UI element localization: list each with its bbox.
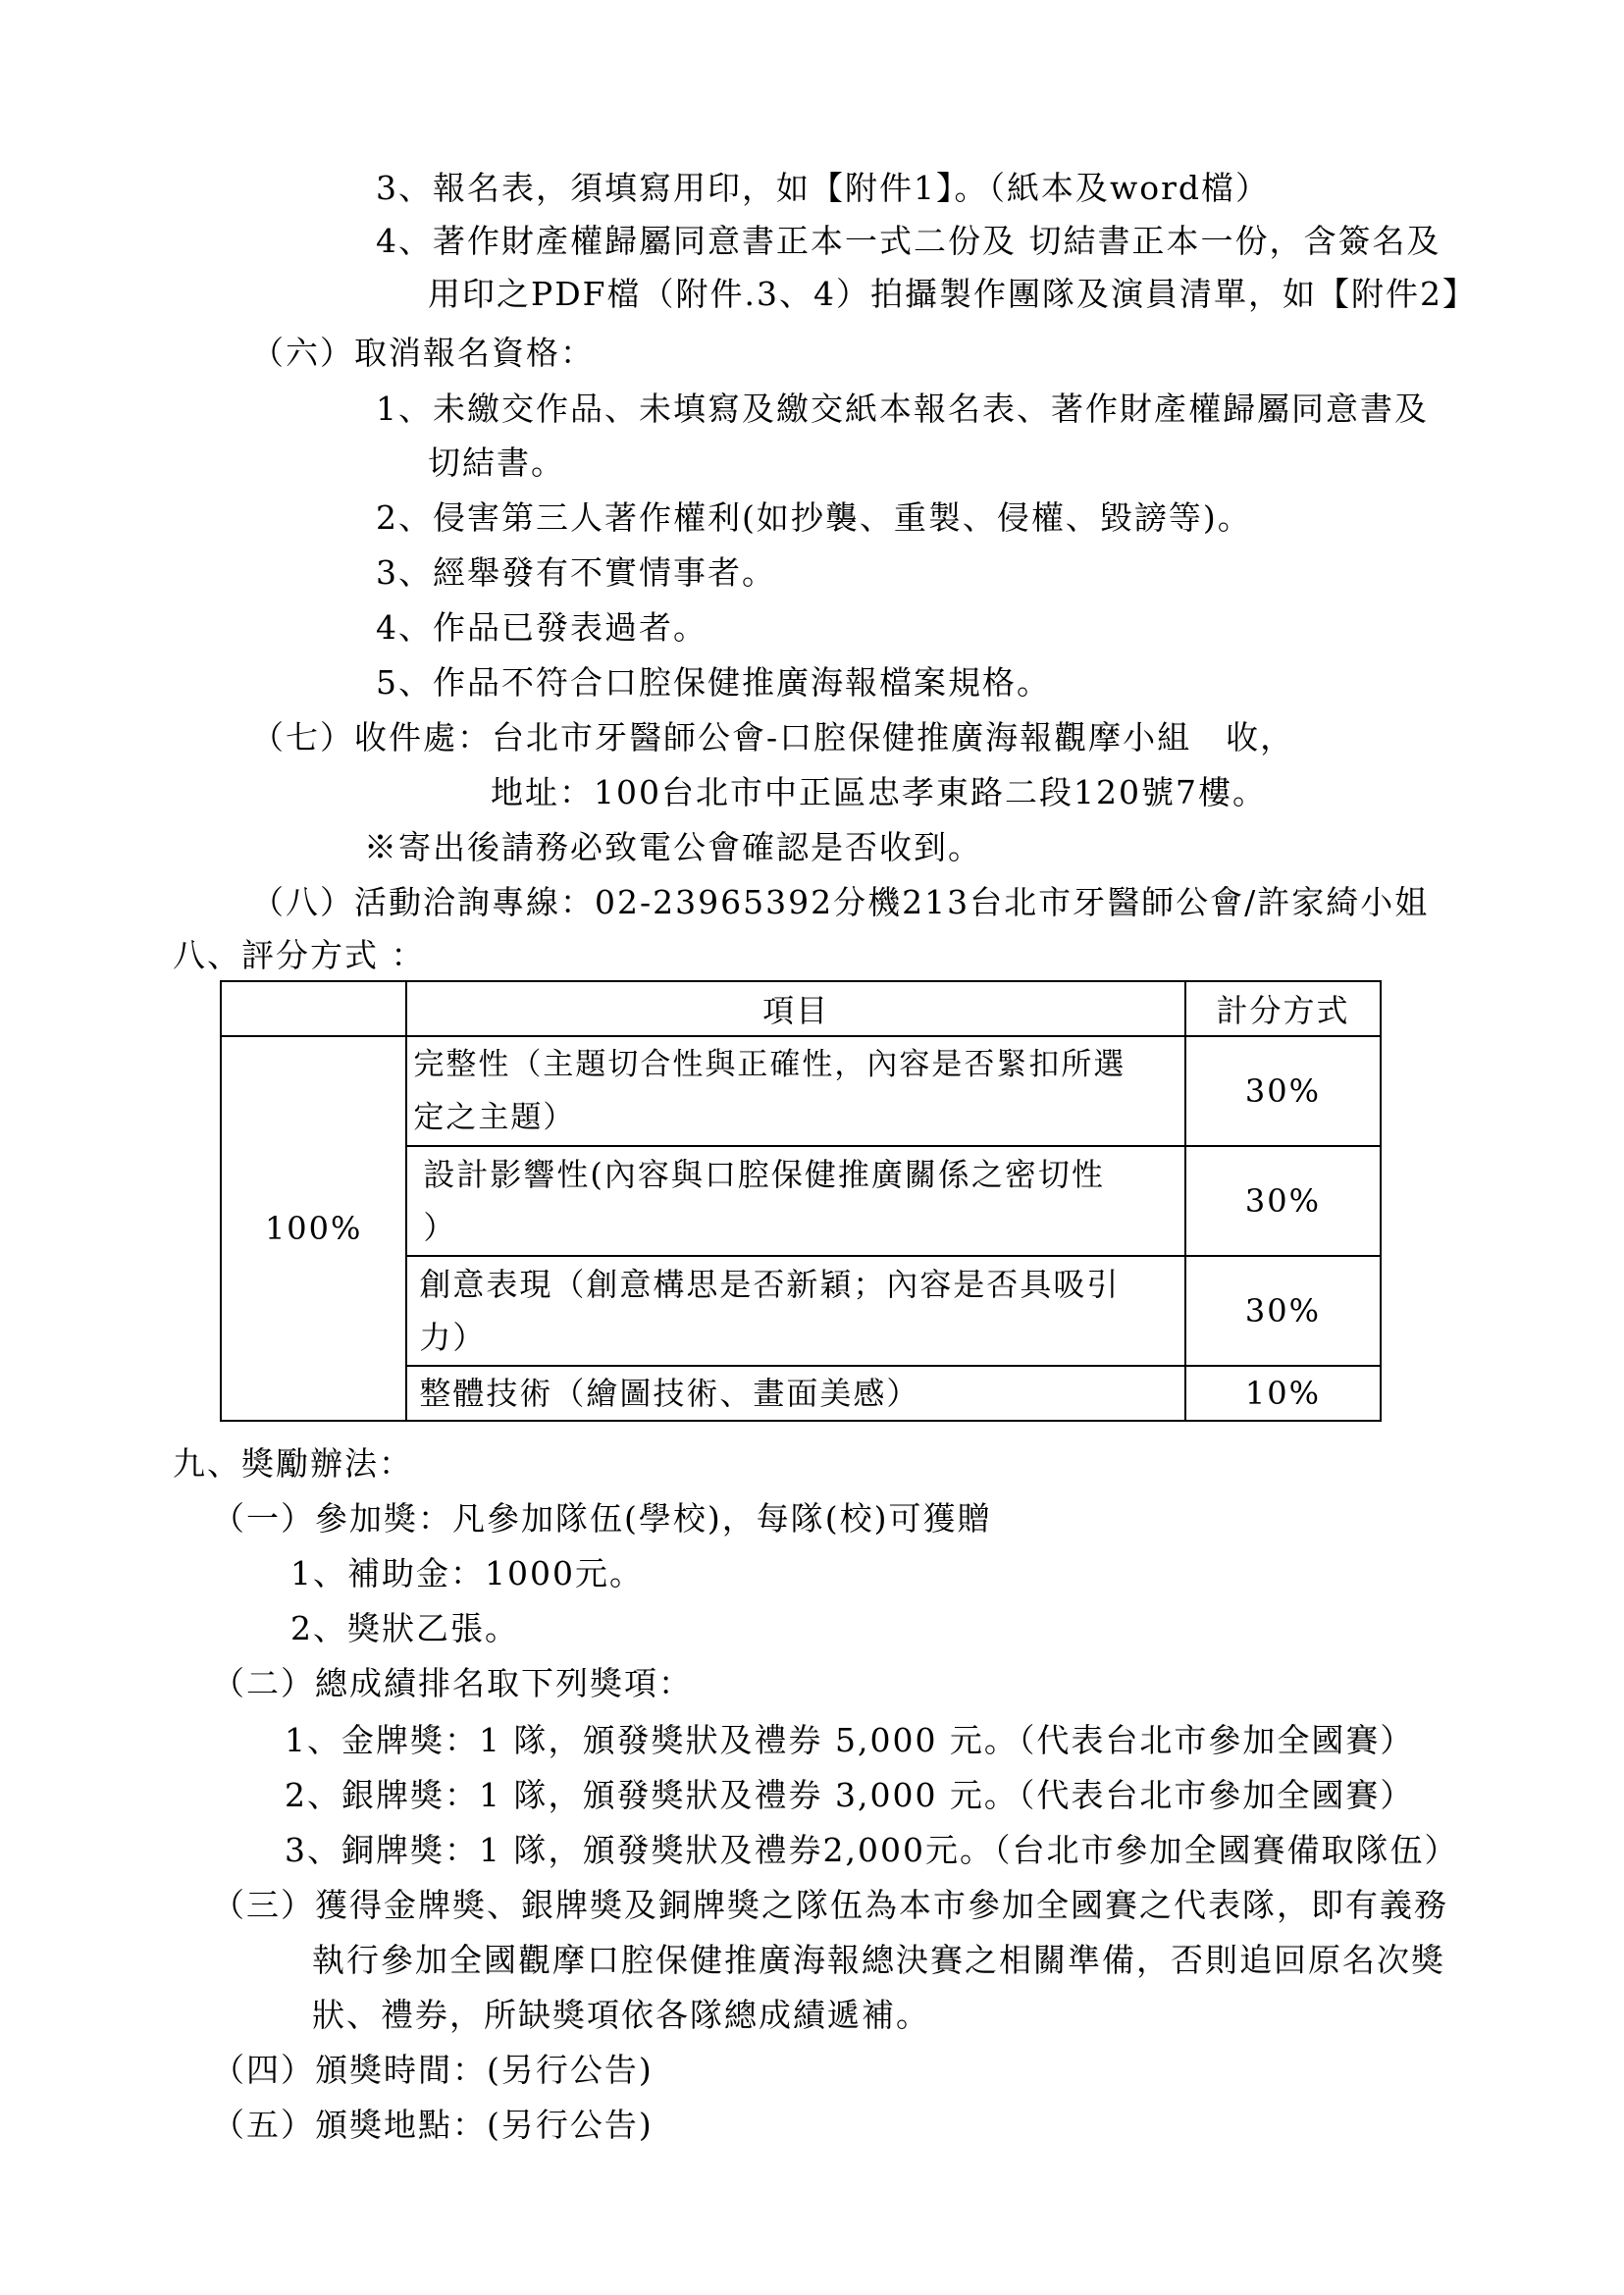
criterion-line: 力） [419,1319,487,1356]
criterion-line: 設計影響性(內容與口腔保健推廣關係之密切性 [423,1156,1105,1193]
section-6-heading: （六）取消報名資格： [251,334,595,372]
section-6-item-1-cont: 切結書。 [428,443,565,482]
criterion-score: 10% [1185,1366,1381,1421]
registration-item-3: 3、報名表，須填寫用印，如【附件1】。（紙本及word檔） [376,169,1271,207]
awards-part1-heading: （一）參加獎：凡參加隊伍(學校)，每隊(校)可獲贈 [212,1499,992,1538]
section-6-item-3: 3、經舉發有不實情事者。 [376,553,776,592]
section-6-item-5: 5、作品不符合口腔保健推廣海報檔案規格。 [376,663,1051,702]
awards-part2-silver: 2、銀牌獎：1 隊，頒發獎狀及禮券 3,000 元。（代表台北市參加全國賽） [285,1776,1415,1814]
criterion-cell [406,1366,1185,1421]
registration-item-4-cont: 用印之PDF檔（附件.3、4）拍攝製作團隊及演員清單，如【附件2】 [428,275,1478,313]
scoring-heading: 八、評分方式 ： [173,936,426,974]
criterion-line: 創意表現（創意構思是否新穎；內容是否具吸引 [419,1266,1121,1303]
criterion-score: 30% [1185,1256,1381,1366]
criterion-line: ） [423,1209,457,1246]
section-7-line1: （七）收件處：台北市牙醫師公會-口腔保健推廣海報觀摩小組 收， [251,718,1295,756]
awards-part3-line1: （三）獲得金牌獎、銀牌獎及銅牌獎之隊伍為本市參加全國賽之代表隊，即有義務 [212,1886,1448,1924]
header-blank-cell [221,981,406,1036]
section-6-item-2: 2、侵害第三人著作權利(如抄襲、重製、侵權、毀謗等)。 [376,498,1252,537]
awards-heading: 九、獎勵辦法： [173,1444,413,1483]
header-item-cell: 項目 [406,981,1185,1036]
header-method-cell: 計分方式 [1185,981,1381,1036]
awards-part5-place: （五）頒獎地點：(另行公告) [212,2106,654,2144]
section-7-address: 地址：100台北市中正區忠孝東路二段120號7樓。 [491,773,1267,811]
awards-part2-bronze: 3、銅牌獎：1 隊，頒發獎狀及禮券2,000元。（台北市參加全國賽備取隊伍） [285,1831,1459,1869]
awards-part4-time: （四）頒獎時間：(另行公告) [212,2051,654,2089]
section-8-hotline: （八）活動洽詢專線：02-23965392分機213台北市牙醫師公會/許家綺小姐 [251,883,1430,921]
awards-part3-line2: 執行參加全國觀摩口腔保健推廣海報總決賽之相關準備，否則追回原名次獎 [312,1941,1445,1979]
criterion-line: 整體技術（繪圖技術、畫面美感） [419,1375,920,1412]
awards-part3-line3: 狀、禮券，所缺獎項依各隊總成績遞補。 [312,1996,930,2034]
criterion-cell [406,1036,1185,1146]
total-percent-cell: 100% [221,1036,406,1421]
section-6-item-1: 1、未繳交作品、未填寫及繳交紙本報名表、著作財產權歸屬同意書及 [376,390,1429,428]
criterion-cell [406,1256,1185,1366]
criterion-score: 30% [1185,1036,1381,1146]
scoring-header-row [221,981,1381,1036]
registration-item-4: 4、著作財產權歸屬同意書正本一式二份及 切結書正本一份，含簽名及 [376,222,1441,260]
section-6-item-4: 4、作品已發表過者。 [376,608,707,647]
awards-part2-gold: 1、金牌獎：1 隊，頒發獎狀及禮券 5,000 元。（代表台北市參加全國賽） [285,1721,1415,1759]
section-7-note: ※寄出後請務必致電公會確認是否收到。 [364,828,982,866]
criterion-score: 30% [1185,1146,1381,1256]
awards-part1-item-2: 2、獎狀乙張。 [290,1609,519,1647]
awards-part2-heading: （二）總成績排名取下列獎項： [212,1664,693,1702]
table-row [221,1036,1381,1146]
scoring-table [220,980,1382,1422]
criterion-line: 完整性（主題切合性與正確性，內容是否緊扣所選 [413,1047,1126,1082]
awards-part1-item-1: 1、補助金：1000元。 [290,1554,644,1592]
criterion-cell [406,1146,1185,1256]
criterion-line: 定之主題） [413,1100,576,1135]
